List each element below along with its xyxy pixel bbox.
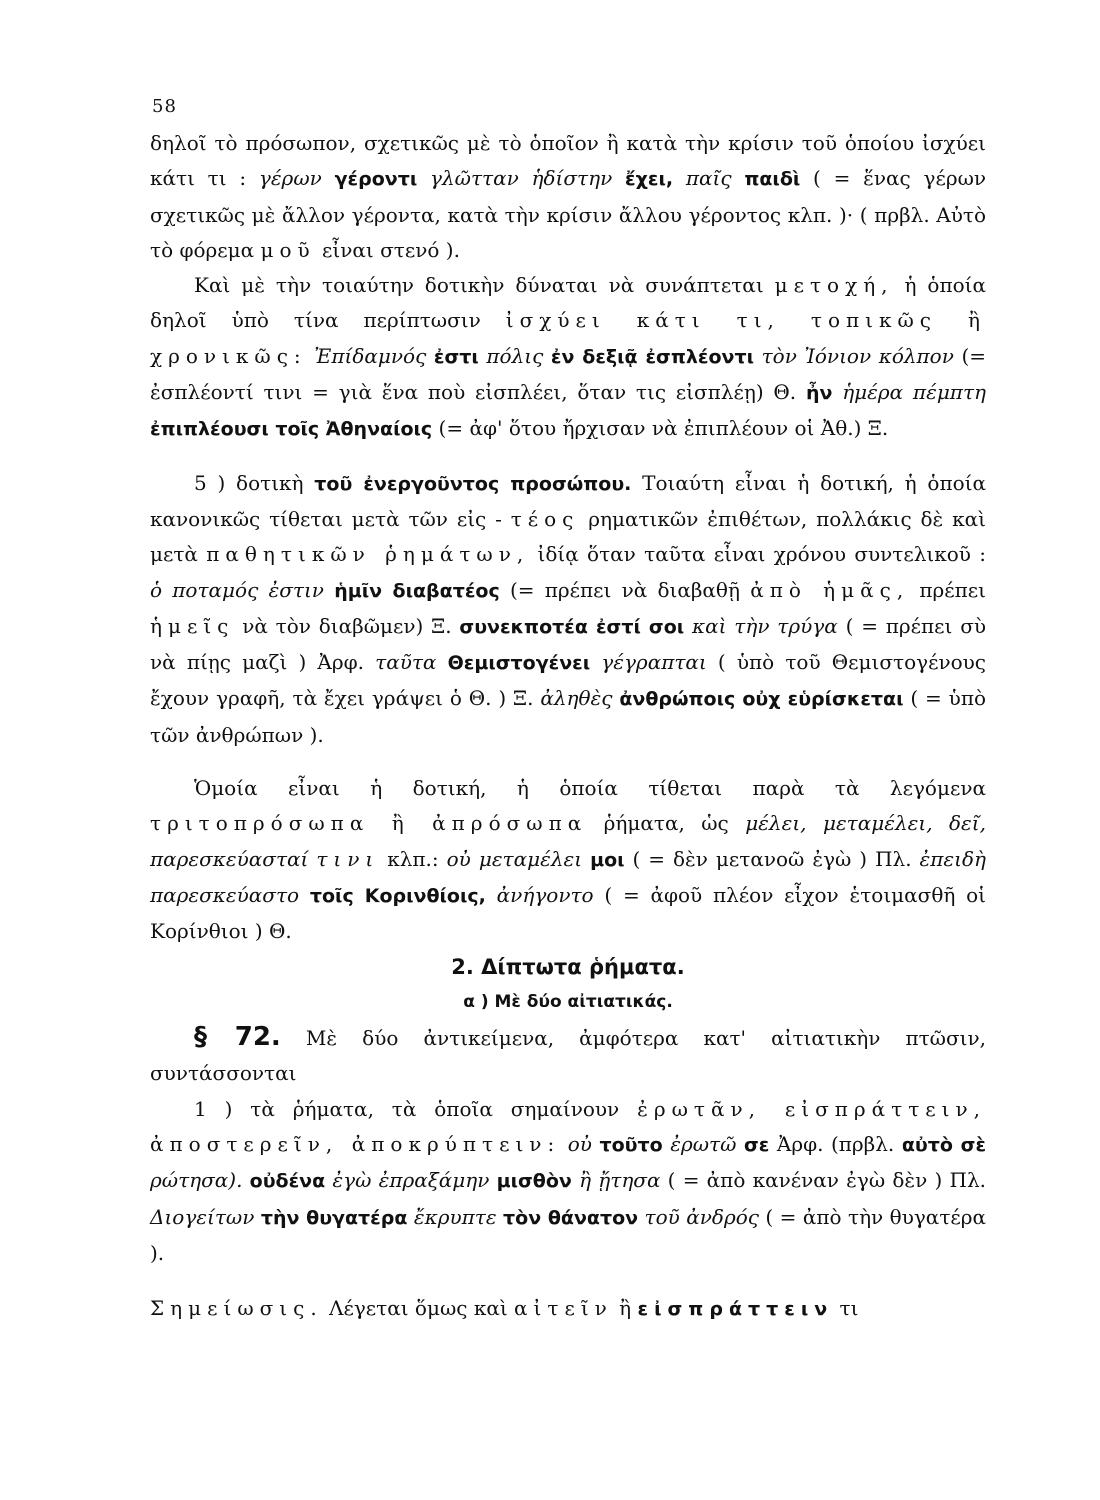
paragraph-6: 1 ) τὰ ῥήματα, τὰ ὁποῖα σημαίνουν ἐρωτᾶν, εἰσπράττειν, ἀποστερεῖν, ἀποκρύπτειν: οὐ τοῦτο ἐρωτῶ σε Ἀρφ. (πρβλ. αὐτὸ σὲ ρώτησα). οὐδένα ἐγὼ ἐπραξάμην μισθὸν ἢ ᾔτησα ( = ἀπὸ κανέναν ἐγὼ δὲν ) Πλ. Διογείτων τὴν θυγατέρα ἔκρυπτε τὸν θάνατον τοῦ ἀνδρός ( = ἀπὸ τὴν θυγατέρα ). — [150, 1096, 987, 1265]
paragraph-2: Καὶ μὲ τὴν τοιαύτην δοτικὴν δύναται νὰ συνάπτεται μετοχή, ἡ ὁποία δηλοῖ ὑπὸ τίνα περίπτωσιν ἰσχύει κάτι τι, τοπικῶς ἢ χρονικῶς: Ἐπίδαμνός ἐστι πόλις ἐν δεξιᾷ ἐσπλέοντι τὸν Ἰόνιον κόλπον (= ἐσπλέοντί τινι = γιὰ ἕνα ποὺ εἰσπλέει, ὅταν τις εἰσπλέῃ) Θ. ἦν ἡμέρα πέμπτη ἐπιπλέουσι τοῖς Ἀθηναίοις (= ἀφ' ὅτου ἤρχισαν νὰ ἐπιπλέουν οἱ Ἀθ.) Ξ. — [150, 273, 987, 441]
paragraph-3: 5 ) δοτικὴ τοῦ ἐνεργοῦντος προσώπου. Τοιαύτη εἶναι ἡ δοτική, ἡ ὁποία κανονικῶς τίθεται μετὰ τῶν εἰς - τέος ρηματικῶν ἐπιθέτων, πολλάκις δὲ καὶ μετὰ παθητικῶν ῥημάτων, ἰδίᾳ ὅταν ταῦτα εἶναι χρόνου συντελικοῦ : ὁ ποταμός ἐστιν ἡμῖν διαβατέος (= πρέπει νὰ διαβαθῇ ἀπὸ ἡμᾶς, πρέπει ἡμεῖς νὰ τὸν διαβῶμεν) Ξ. συνεκποτέα ἐστί σοι καὶ τὴν τρύγα ( = πρέπει σὺ νὰ πίῃς μαζὶ ) Ἀρφ. ταῦτα Θεμιστογένει γέγραπται ( ὑπὸ τοῦ Θεμιστογένους ἔχουν γραφῆ, τὰ ἔχει γράψει ὁ Θ. ) Ξ. ἀληθὲς ἀνθρώποις οὐχ εὑρίσκεται ( = ὑπὸ τῶν ἀνθρώπων ). — [150, 470, 987, 747]
paragraph-4: Ὁμοία εἶναι ἡ δοτική, ἡ ὁποία τίθεται παρὰ τὰ λεγόμενα τριτοπρόσωπα ἢ ἀπρόσωπα ῥήματα, ὡς μέλει, μεταμέλει, δεῖ, παρεσκεύασταί τινι κλπ.: οὐ μεταμέλει μοι ( = δὲν μετανοῶ ἐγὼ ) Πλ. ἐπειδὴ παρεσκεύαστο τοῖς Κορινθίοις, ἀνήγοντο ( = ἀφοῦ πλέον εἶχον ἑτοιμασθῆ οἱ Κορίνθιοι ) Θ. — [150, 776, 987, 944]
section-number: § 72. — [194, 1022, 281, 1053]
note-paragraph: Σημείωσις. Λέγεται ὅμως καὶ αἰτεῖν ἢ εἰσπράττειν τι — [150, 1296, 859, 1321]
page-number: 58 — [152, 96, 177, 117]
paragraph-1: δηλοῖ τὸ πρόσωπον, σχετικῶς μὲ τὸ ὁποῖον ἢ κατὰ τὴν κρίσιν τοῦ ὁποίου ἰσχύει κάτι τι : γέρων γέροντι γλῶτταν ἡδίστην ἔχει, παῖς παιδὶ ( = ἕνας γέρων σχετικῶς μὲ ἄλλον γέροντα, κατὰ τὴν κρίσιν ἄλλου γέροντος κλπ. )· ( πρβλ. Αὐτὸ τὸ φόρεμα μοῦ εἶναι στενό ). — [150, 131, 987, 262]
paragraph-5: § 72. Μὲ δύο ἀντικείμενα, ἀμφότερα κατ' αἰτιατικὴν πτῶσιν, συντάσσονται — [150, 1022, 986, 1086]
page-body — [150, 126, 986, 1328]
section-subheading: α ) Μὲ δύο αἰτιατικάς. — [463, 991, 673, 1012]
section-heading: 2. Δίπτωτα ῥήματα. — [451, 954, 685, 979]
